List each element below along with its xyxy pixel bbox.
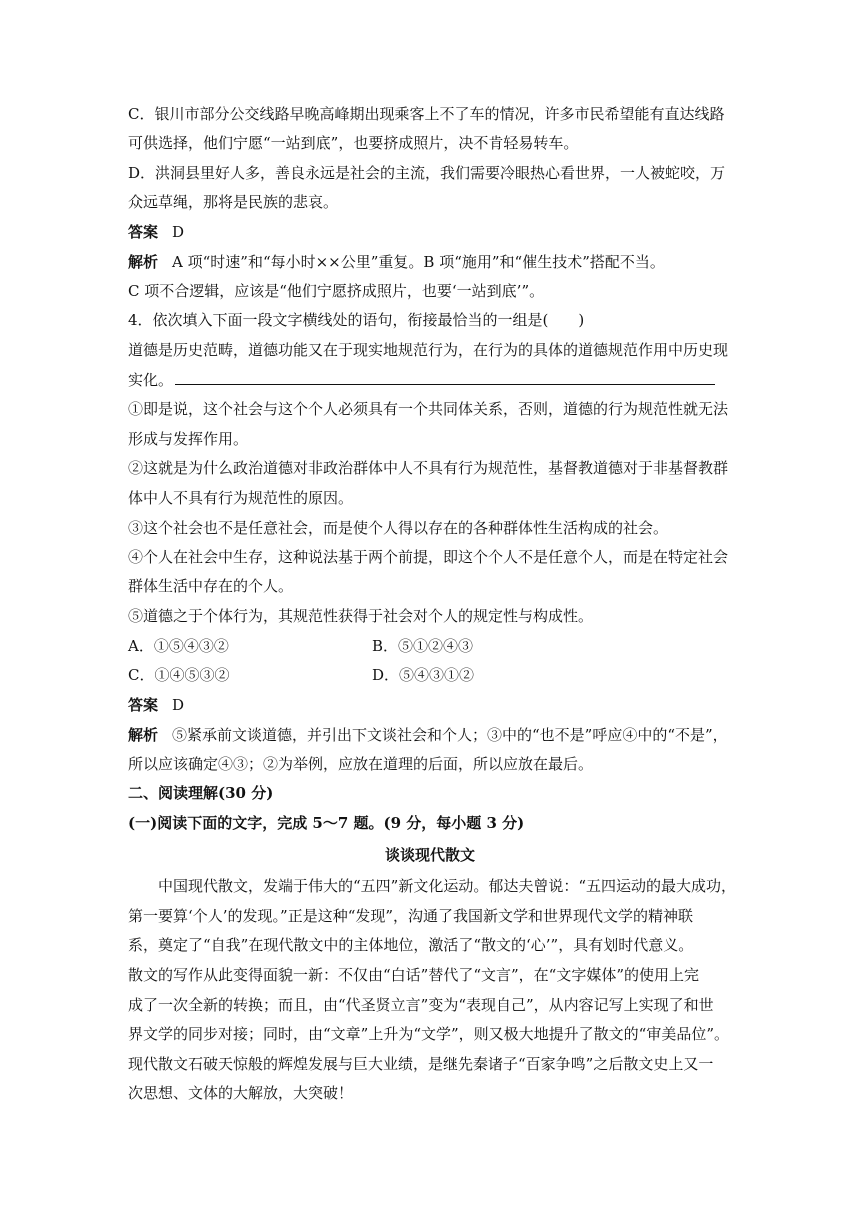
option-c: C．①④⑤③② <box>128 666 230 684</box>
answer-value: D <box>172 223 185 241</box>
explanation-label: 解析 <box>128 726 159 744</box>
q4-text-line-1: 道德是历史范畴，道德功能又在于现实地规范行为，在行为的具体的道德规范作用中历史现 <box>128 341 729 359</box>
option-b: B．⑤①②④③ <box>372 637 474 655</box>
subsection-1-heading: (一)阅读下面的文字，完成 5～7 题。(9 分，每小题 3 分) <box>128 814 525 832</box>
option-c-line-1: C．银川市部分公交线路早晚高峰期出现乘客上不了车的情况，许多市民希望能有直达线路 <box>128 105 725 123</box>
answer-3 <box>128 222 184 242</box>
option-d: D．⑤④③①② <box>372 666 475 684</box>
q4-text-line-2 <box>128 370 715 390</box>
explanation-4-line-2: 所以应该确定④③；②为举例，应放在道理的后面，所以应放在最后。 <box>128 755 594 773</box>
explanation-text: A 项“时速”和“每小时××公里”重复。B 项“施用”和“催生技术”搭配不当。 <box>172 253 665 271</box>
explanation-4-line-1 <box>128 725 728 745</box>
explanation-3-line-1 <box>128 252 665 272</box>
sentence-1-line-1: ①即是说，这个社会与这个个人必须具有一个共同体关系，否则，道德的行为规范性就无法 <box>128 400 729 418</box>
q4-text-end: 实化。 <box>128 371 174 389</box>
explanation-label: 解析 <box>128 253 159 271</box>
option-d-line-1: D．洪洞县里好人多，善良永远是社会的主流，我们需要冷眼热心看世界，一人被蛇咬，万 <box>128 164 726 182</box>
essay-line-4: 散文的写作从此变得面貌一新：不仅由“白话”替代了“文言”，在“文字媒体”的使用上完 <box>128 966 700 984</box>
sentence-3: ③这个社会也不是任意社会，而是使个人得以存在的各种群体性生活构成的社会。 <box>128 519 669 537</box>
answer-value: D <box>172 696 185 714</box>
sentence-5: ⑤道德之于个体行为，其规范性获得于社会对个人的规定性与构成性。 <box>128 607 594 625</box>
answer-label: 答案 <box>128 696 159 714</box>
explanation-text: ⑤紧承前文谈道德，并引出下文谈社会和个人；③中的“也不是”呼应④中的“不是”， <box>172 726 728 744</box>
question-4: 4．依次填入下面一段文字横线处的语句，衔接最恰当的一组是( ) <box>128 311 585 329</box>
explanation-3-line-2: C 项不合逻辑，应该是“他们宁愿挤成照片，也要‘一站到底’”。 <box>128 282 545 300</box>
essay-line-7: 现代散文石破天惊般的辉煌发展与巨大业绩，是继先秦诸子“百家争鸣”之后散文史上又一 <box>128 1055 714 1073</box>
answer-label: 答案 <box>128 223 159 241</box>
answer-4 <box>128 695 184 715</box>
option-row-1 <box>128 636 229 656</box>
sentence-2-line-1: ②这就是为什么政治道德对非政治群体中人不具有行为规范性，基督教道德对于非基督教群 <box>128 459 729 477</box>
sentence-4-line-2: 群体生活中存在的个人。 <box>128 577 294 595</box>
sentence-1-line-2: 形成与发挥作用。 <box>128 430 249 448</box>
essay-title: 谈谈现代散文 <box>384 846 475 864</box>
essay-line-1: 中国现代散文，发端于伟大的“五四”新文化运动。郁达夫曾说：“五四运动的最大成功， <box>158 877 737 895</box>
sentence-2-line-2: 体中人不具有行为规范性的原因。 <box>128 489 354 507</box>
option-a: A．①⑤④③② <box>128 637 229 655</box>
section-2-heading: 二、阅读理解(30 分) <box>128 784 274 802</box>
essay-line-8: 次思想、文体的大解放，大突破！ <box>128 1084 354 1102</box>
fill-blank-line <box>175 370 715 385</box>
sentence-4-line-1: ④个人在社会中生存，这种说法基于两个前提，即这个个人不是任意个人，而是在特定社会 <box>128 548 729 566</box>
essay-line-6: 界文学的同步对接；同时，由“文章”上升为“文学”，则又极大地提升了散文的“审美品位”。 <box>128 1025 730 1043</box>
essay-line-5: 成了一次全新的转换；而且，由“代圣贤立言”变为“表现自己”，从内容记写上实现了和世 <box>128 996 714 1014</box>
essay-line-3: 系，奠定了“自我”在现代散文中的主体地位，激活了“散文的‘心’”，具有划时代意义。 <box>128 936 694 954</box>
option-c-line-2: 可供选择，他们宁愿“一站到底”，也要挤成照片，决不肯轻易转车。 <box>128 134 579 152</box>
essay-line-2: 第一要算‘个人’的发现。”正是这种“发现”，沟通了我国新文学和世界现代文学的精神联 <box>128 907 694 925</box>
option-d-line-2: 众远草绳，那将是民族的悲哀。 <box>128 193 339 211</box>
